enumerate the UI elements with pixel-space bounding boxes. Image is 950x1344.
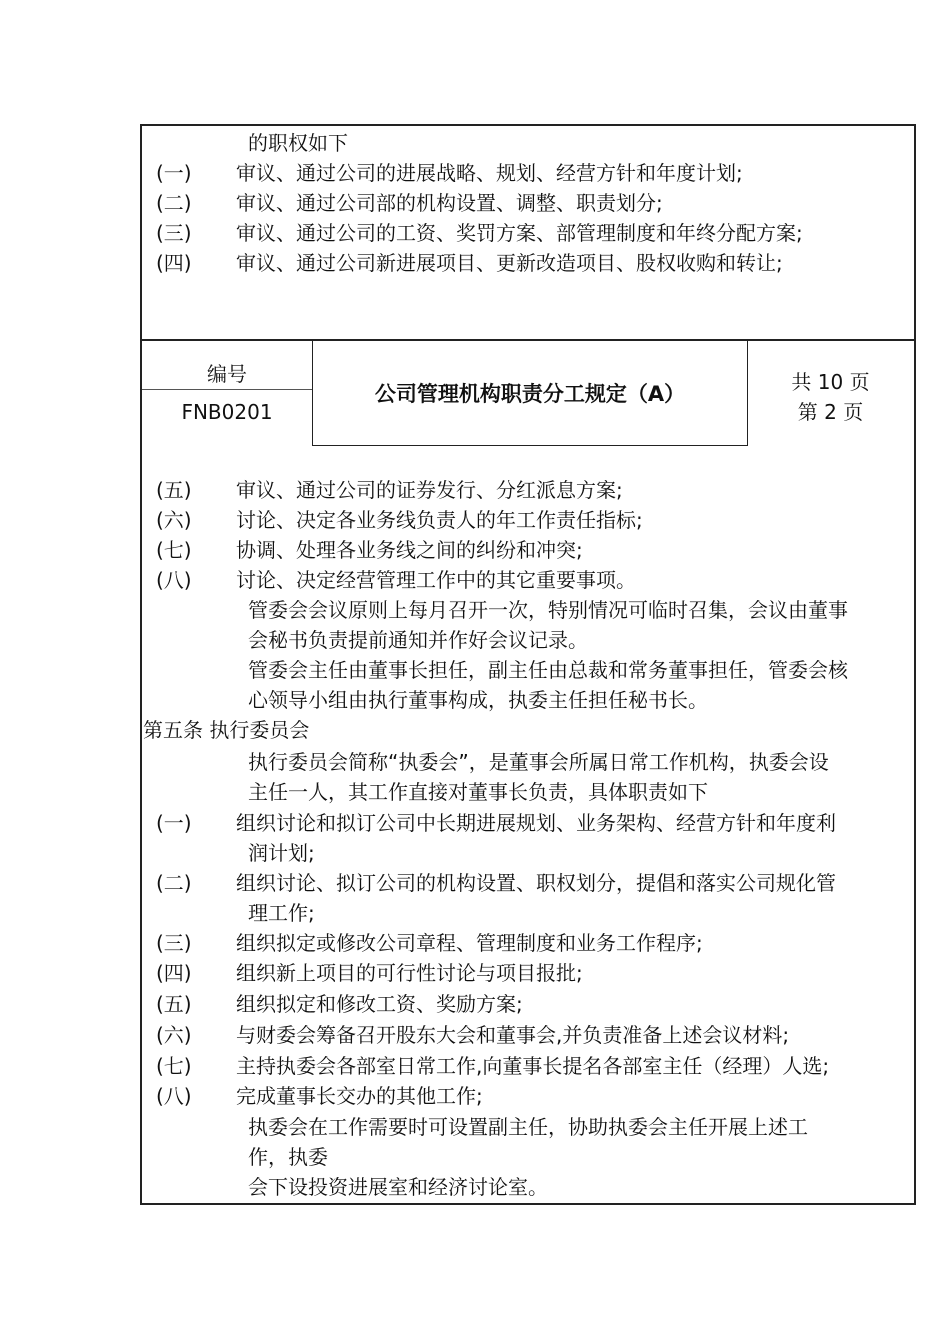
- item-number: (七): [156, 1054, 192, 1078]
- item-number: (四): [156, 961, 192, 985]
- item-number: (六): [156, 1023, 192, 1047]
- code-value: FNB0201: [181, 400, 273, 424]
- paragraph-line: 执委会在工作需要时可设置副主任，协助执委会主任开展上述工: [248, 1115, 808, 1139]
- page-number: 第 2 页: [797, 400, 864, 424]
- item-text: 完成董事长交办的其他工作;: [236, 1084, 483, 1108]
- item-text: 组织拟定和修改工资、奖励方案;: [236, 992, 523, 1016]
- item-text: 组织讨论、拟订公司的机构设置、职权划分，提倡和落实公司规化管: [236, 871, 836, 895]
- paragraph-line: 主任一人，其工作直接对董事长负责，具体职责如下: [248, 780, 708, 804]
- top-intro-text: 的职权如下: [248, 131, 348, 155]
- item-number: (二): [156, 871, 192, 895]
- item-text: 组织讨论和拟订公司中长期进展规划、业务架构、经营方针和年度利: [236, 811, 836, 835]
- item-text: 组织拟定或修改公司章程、管理制度和业务工作程序;: [236, 931, 703, 955]
- paragraph-line: 心领导小组由执行董事构成，执委主任担任秘书长。: [248, 688, 708, 712]
- top-item-text: 审议、通过公司部的机构设置、调整、职责划分;: [236, 191, 663, 215]
- paragraph-line: 执行委员会简称“执委会”，是董事会所属日常工作机构，执委会设: [248, 750, 829, 774]
- top-item-text: 审议、通过公司新进展项目、更新改造项目、股权收购和转让;: [236, 251, 783, 275]
- paragraph-line: 管委会会议原则上每月召开一次，特别情况可临时召集，会议由董事: [248, 598, 848, 622]
- item-number: (八): [156, 1084, 192, 1108]
- item-number: (三): [156, 931, 192, 955]
- item-text: 协调、处理各业务线之间的纠纷和冲突;: [236, 538, 583, 562]
- item-text: 讨论、决定经营管理工作中的其它重要事项。: [236, 568, 636, 592]
- article-heading: 第五条 执行委员会: [143, 718, 310, 742]
- top-item-text: 审议、通过公司的进展战略、规划、经营方针和年度计划;: [236, 161, 743, 185]
- paragraph-line: 作，执委: [248, 1145, 328, 1169]
- paragraph-line: 会秘书负责提前通知并作好会议记录。: [248, 628, 588, 652]
- top-item-number: (三): [156, 221, 192, 245]
- top-item-number: (四): [156, 251, 192, 275]
- item-text: 主持执委会各部室日常工作,向董事长提名各部室主任（经理）人选;: [236, 1054, 830, 1078]
- item-number: (一): [156, 811, 192, 835]
- code-label: 编号: [207, 362, 247, 386]
- item-text: 组织新上项目的可行性讨论与项目报批;: [236, 961, 583, 985]
- document-title: 公司管理机构职责分工规定（A）: [312, 340, 748, 446]
- item-number: (六): [156, 508, 192, 532]
- paragraph-line: 会下设投资进展室和经济讨论室。: [248, 1175, 548, 1199]
- top-item-number: (一): [156, 161, 192, 185]
- item-number: (七): [156, 538, 192, 562]
- item-number: (五): [156, 992, 192, 1016]
- item-text: 与财委会筹备召开股东大会和董事会,并负责准备上述会议材料;: [236, 1023, 790, 1047]
- top-item-number: (二): [156, 191, 192, 215]
- paragraph-line: 管委会主任由董事长担任，副主任由总裁和常务董事担任，管委会核: [248, 658, 848, 682]
- item-text-continuation: 润计划;: [248, 841, 315, 865]
- total-pages: 共 10 页: [791, 370, 870, 394]
- item-number: (八): [156, 568, 192, 592]
- item-number: (五): [156, 478, 192, 502]
- item-text-continuation: 理工作;: [248, 901, 315, 925]
- item-text: 审议、通过公司的证券发行、分红派息方案;: [236, 478, 623, 502]
- top-item-text: 审议、通过公司的工资、奖罚方案、部管理制度和年终分配方案;: [236, 221, 803, 245]
- item-text: 讨论、决定各业务线负责人的年工作责任指标;: [236, 508, 643, 532]
